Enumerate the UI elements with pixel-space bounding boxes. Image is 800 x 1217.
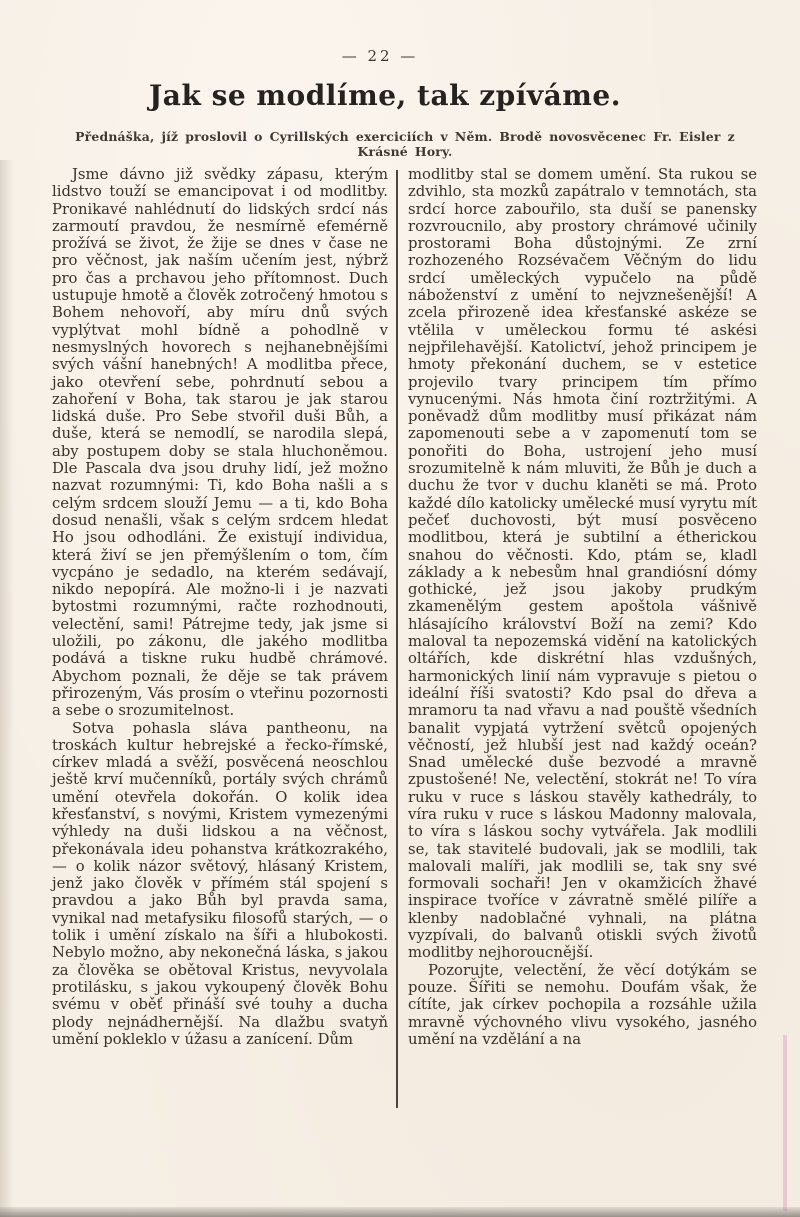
right-column	[408, 166, 757, 1048]
column-divider-rule	[396, 170, 398, 1108]
scan-artifact-pink-line	[783, 1035, 787, 1211]
paragraph: Sotva pohasla sláva pantheonu, na troskách kultur hebrejské a řecko-římské, církev mladá a svěží, posvěcená neoschlou ještě krví mučenníků, portály svých chrámů umění otevřela dokořán. O kolik idea křesťanství, s novými, Kristem vymezenými výhledy na duši lidskou a na věčnost, překonávala ideu pohanstva krátkozrakého, — o kolik názor světový, hlásaný Kristem, jenž jako člověk v přímém stál spojení s pravdou a jako Bůh byl pravda sama, vynikal nad metafysiku filosofů starých, — o tolik i umění získalo na šíři a hlubokosti. Nebylo možno, aby nekonečná láska, s jakou za člověka se obětoval Kristus, nevyvolala protilásku, s jakou vykoupený člověk Bohu svému v oběť přináší své touhy a ducha plody nejnádhernější. Na dlažbu svatyň umění pokleklo v úžasu a zanícení. Dům	[52, 719, 388, 1048]
left-column	[52, 166, 388, 1048]
article-subtitle: Přednáška, jíž proslovil o Cyrillských exerciciích v Něm. Brodě novosvěcenec Fr. Eisler z Krásné Hory.	[75, 129, 735, 159]
article-title: Jak se modlíme, tak zpíváme.	[149, 79, 621, 112]
page-number: — 22 —	[341, 47, 419, 65]
paragraph: Pozorujte, velectění, že věcí dotýkám se pouze. Šířiti se nemohu. Doufám však, že cítíte, jak církev pochopila a rozsáhle užila mravně výchovného vlivu vysokého, jasného umění na vzdělání a na	[408, 961, 757, 1048]
scan-shadow-left-edge	[0, 160, 14, 1217]
paragraph: Jsme dávno již svědky zápasu, kterým lidstvo touží se emancipovat i od modlitby. Pronikavé nahlédnutí do lidských srdcí nás zarmoutí pravdou, že nesmírně efemérně prožívá se život, že žije se dnes v čase ne pro věčnost, jak naším učením jest, nýbrž pro čas a prchavou jeho přítomnost. Duch ustupuje hmotě a člověk zotročený hmotou s Bohem nehovoří, aby míru dnů svých vyplýtvat mohl bídně a pohodlně v nesmyslných hovorech s nejhanebnějšími svých vášní hanebných! A modlitba přece, jako otevření sebe, pohrdnutí sebou a zahoření v Boha, tak starou je jak starou lidská duše. Pro Sebe stvořil duši Bůh, a duše, která se nemodlí, se narodila slepá, aby postupem doby se stala hluchoněmou. Dle Pascala dva jsou druhy lidí, jež možno nazvat rozumnými: Ti, kdo Boha našli a s celým srdcem slouží Jemu — a ti, kdo Boha dosud nenašli, však s celým srdcem hledat Ho jsou odhodláni. Že existují individua, která živí se jen přemýšlením o tom, čím vycpáno je sedadlo, na kterém sedávají, nikdo nepopírá. Ale možno-li i je nazvati bytostmi rozumnými, račte rozhodnouti, velectění, sami! Pátrejme tedy, jak jsme si uložili, po zákonu, dle jakého modlitba podává a tiskne ruku hudbě chrámové. Abychom poznali, že děje se tak právem přirozeným, Vás prosím o vteřinu pozornosti a sebe o srozumitelnost.	[52, 166, 388, 720]
paragraph: modlitby stal se domem umění. Sta rukou se zdvihlo, sta mozků zapátralo v temnotách, sta srdcí horce zabouřilo, sta duší se panensky rozvroucnilo, aby prostory chrámové učinily prostorami Boha důstojnými. Ze zrní rozhozeného Rozsévačem Věčným do lidu srdcí uměleckých vypučelo na půdě náboženství z umění to nejvznešenější! A zcela přirozeně idea křesťanské askéze se vtělila v uměleckou formu té askési nejpřilehavější. Katolictví, jehož principem je hmoty překonání duchem, se v estetice projevilo tvary principem tím přímo vynucenými. Nás hmota činí roztržitými. A poněvadž dům modlitby musí přikázat nám zapomenouti sebe a v zapomenutí tom se ponořiti do Boha, ustrojení jeho musí srozumitelně k nám mluviti, že Bůh je duch a duchu že tvor v duchu klaněti se má. Proto každé dílo katolicky umělecké musí vyrytu mít pečeť duchovosti, být musí posvěceno modlitbou, která je subtilní a étherickou snahou do věčnosti. Kdo, ptám se, kladl základy a k nebesům hnal grandiósní dómy gothické, jež jsou jakoby prudkým zkamenělým gestem apoštola vášnivě hlásajícího království Boží na zemi? Kdo maloval ta nepozemská vidění na katolických oltářích, kde diskrétní hlas vzdušných, harmonických linií nám vypravuje s pietou o ideální říši svatosti? Kdo psal do dřeva a mramoru ta nad vřavu a nad pouště všedních banalit vypjatá vytržení světců opojených věčností, jež hlubší jest nad každý oceán? Snad umělecké duše bezvodé a mravně zpustošené! Ne, velectění, stokrát ne! To víra ruku v ruce s láskou stavěly kathedrály, to víra ruku v ruce s láskou Madonny malovala, to víra s láskou sochy vytvářela. Jak modlili se, tak stavitelé budovali, jak se modlili, tak malovali malíři, jak modlili se, tak sny své formovali sochaři! Jen v okamžicích žhavé inspirace tvoříce v závratně smělé pilíře a klenby nadoblačné vyhnali, na plátna vyzpívali, do balvanů otiskli svých životů modlitby nejhoroucnější.	[408, 166, 757, 962]
scan-edge-bottom	[0, 1207, 800, 1217]
